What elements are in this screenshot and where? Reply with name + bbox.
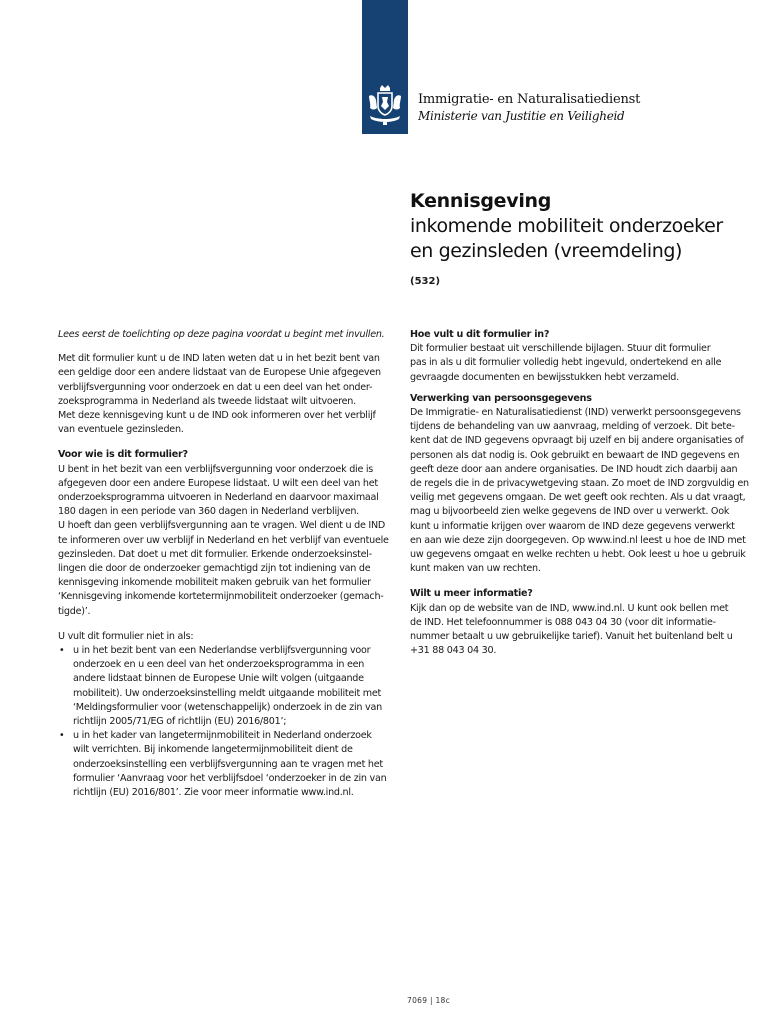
text-line: mobiliteit). Uw onderzoeksinstelling meldt uitgaande mobiliteit met [73, 687, 382, 699]
text-line: gevraagde documenten en bewijsstukken hebt verzameld. [410, 371, 679, 383]
text-line: tijdens de behandeling van uw aanvraag, melding of verzoek. Dit bete- [410, 421, 735, 433]
intro-note: Lees eerst de toelichting op deze pagina voordat u begint met invullen. [58, 329, 385, 340]
text-line: Kijk dan op de website van de IND, www.ind.nl. U kunt ook bellen met [410, 602, 729, 614]
not-fill-list [58, 644, 394, 800]
ministry-name: Ministerie van Justitie en Veiligheid [418, 109, 625, 123]
text-line: tigde)’. [58, 605, 91, 617]
text-line: onderzoeksprogramma uitvoeren in Nederland en daarvoor maximaal [58, 492, 379, 504]
text-line: onderzoek en u een deel van het onderzoeksprogramma in een [73, 659, 365, 671]
list-item [58, 729, 394, 800]
text-line: en aan wie deze zijn doorgegeven. Op www.ind.nl leest u hoe de IND met [410, 534, 746, 546]
right-column [410, 328, 750, 658]
text-line: richtlijn (EU) 2016/801’. Zie voor meer informatie www.ind.nl. [73, 787, 354, 799]
text-line: de IND. Het telefoonnummer is 088 043 04 30 (voor dit informatie- [410, 616, 716, 628]
text-line: uw gegevens omgaat en welke rechten u hebt. Ook leest u hoe u gebruik [410, 549, 746, 561]
page-code: 7069 | 18c [407, 996, 451, 1005]
how-heading: Hoe vult u dit formulier in? [410, 329, 550, 340]
text-line: kennisgeving inkomende mobiliteit maken gebruik van het formulier [58, 577, 371, 589]
text-line: kunt maken van uw rechten. [410, 563, 541, 575]
text-line: kunt u informatie krijgen over waarom de IND deze gegevens verwerkt [410, 520, 735, 532]
text-line: • u in het kader van langetermijnmobiliteit in Nederland onderzoek [73, 730, 372, 742]
text-line: Met dit formulier kunt u de IND laten weten dat u in het bezit bent van [58, 353, 380, 365]
form-code: (532) [410, 276, 441, 287]
text-line: gezinsleden. Dat doet u met dit formulier. Erkende onderzoeksinstel- [58, 548, 372, 560]
intro-paragraph [58, 352, 394, 437]
text-line: zoeksprogramma in Nederland als tweede lidstaat wilt uitvoeren. [58, 395, 356, 407]
title-heading: Kennisgeving [410, 190, 552, 212]
for-whom-paragraph [58, 463, 394, 619]
text-line: van eventuele gezinsleden. [58, 424, 184, 436]
list-item [58, 644, 394, 729]
how-paragraph [410, 342, 750, 385]
text-line: De Immigratie- en Naturalisatiedienst (IND) verwerkt persoonsgegevens [410, 407, 741, 419]
text-line: Dit formulier bestaat uit verschillende bijlagen. Stuur dit formulier [410, 343, 711, 355]
text-line: personen als dat nodig is. Ook gebruikt en bewaart de IND gegevens en [410, 449, 740, 461]
organization-name [418, 91, 640, 124]
text-line: formulier ‘Aanvraag voor het verblijfsdoel ‘onderzoeker in de zin van [73, 772, 387, 784]
more-info-heading: Wilt u meer informatie? [410, 588, 533, 600]
text-line: andere lidstaat binnen de Europese Unie wilt volgen (uitgaande [73, 673, 364, 685]
text-line: +31 88 043 04 30. [410, 645, 497, 657]
left-column [58, 328, 394, 800]
text-line: de regels die in de privacywetgeving staan. Zo moet de IND zorgvuldig en [410, 478, 749, 490]
text-line: veilig met gegevens omgaan. De wet geeft ook rechten. Als u dat vraagt, [410, 492, 746, 504]
text-line: verblijfsvergunning voor onderzoek en dat u een deel van het onder- [58, 381, 373, 393]
text-line: 180 dagen in een periode van 360 dagen in Nederland verblijven. [58, 506, 359, 518]
text-line: ‘Meldingsformulier voor (wetenschappelijk) onderzoek in de zin van [73, 701, 382, 713]
text-line: onderzoeksinstelling een verblijfsvergunning aan te vragen met het [73, 758, 383, 770]
org-name: Immigratie- en Naturalisatiedienst [418, 92, 641, 107]
privacy-paragraph [410, 406, 750, 576]
not-fill-heading: U vult dit formulier niet in als: [58, 630, 194, 642]
text-line: geeft deze door aan andere organisaties. De IND houdt zich daarbij aan [410, 463, 738, 475]
more-info-paragraph [410, 602, 750, 659]
text-line: U hoeft dan geen verblijfsvergunning aan te vragen. Wel dient u de IND [58, 520, 386, 532]
text-line: ‘Kennisgeving inkomende kortetermijnmobiliteit onderzoeker (gemach- [58, 591, 384, 603]
text-line: wilt verrichten. Bij inkomende langetermijnmobiliteit dient de [73, 744, 353, 756]
text-line: richtlijn 2005/71/EG of richtlijn (EU) 2016/801’; [73, 716, 287, 728]
crest-icon [366, 84, 404, 126]
text-line: mag u bijvoorbeeld zien welke gegevens de IND over u verwerkt. Ook [410, 506, 730, 518]
text-line: lingen die door de onderzoeker gemachtigd zijn tot indiening van de [58, 563, 371, 575]
text-line: afgegeven door een andere Europese lidstaat. U wilt een deel van het [58, 477, 378, 489]
privacy-heading: Verwerking van persoonsgegevens [410, 392, 592, 404]
document-title [410, 188, 750, 287]
text-line: te informeren over uw verblijf in Nederland en het verblijf van eventuele [58, 534, 389, 546]
text-line: • u in het bezit bent van een Nederlandse verblijfsvergunning voor [73, 645, 371, 657]
title-subtitle-1: inkomende mobiliteit onderzoeker [410, 215, 723, 237]
title-subtitle-2: en gezinsleden (vreemdeling) [410, 240, 683, 262]
text-line: pas in als u dit formulier volledig hebt ingevuld, ondertekend en alle [410, 357, 722, 369]
logo-bar [362, 0, 408, 134]
text-line: Met deze kennisgeving kunt u de IND ook informeren over het verblijf [58, 410, 376, 422]
for-whom-heading: Voor wie is dit formulier? [58, 449, 188, 461]
text-line: U bent in het bezit van een verblijfsvergunning voor onderzoek die is [58, 463, 374, 475]
text-line: een geldige door een andere lidstaat van de Europese Unie afgegeven [58, 367, 381, 379]
text-line: nummer betaalt u uw gebruikelijke tarief). Vanuit het buitenland belt u [410, 631, 733, 643]
text-line: kent dat de IND gegevens opvraagt bij uzelf en bij andere organisaties of [410, 435, 744, 447]
